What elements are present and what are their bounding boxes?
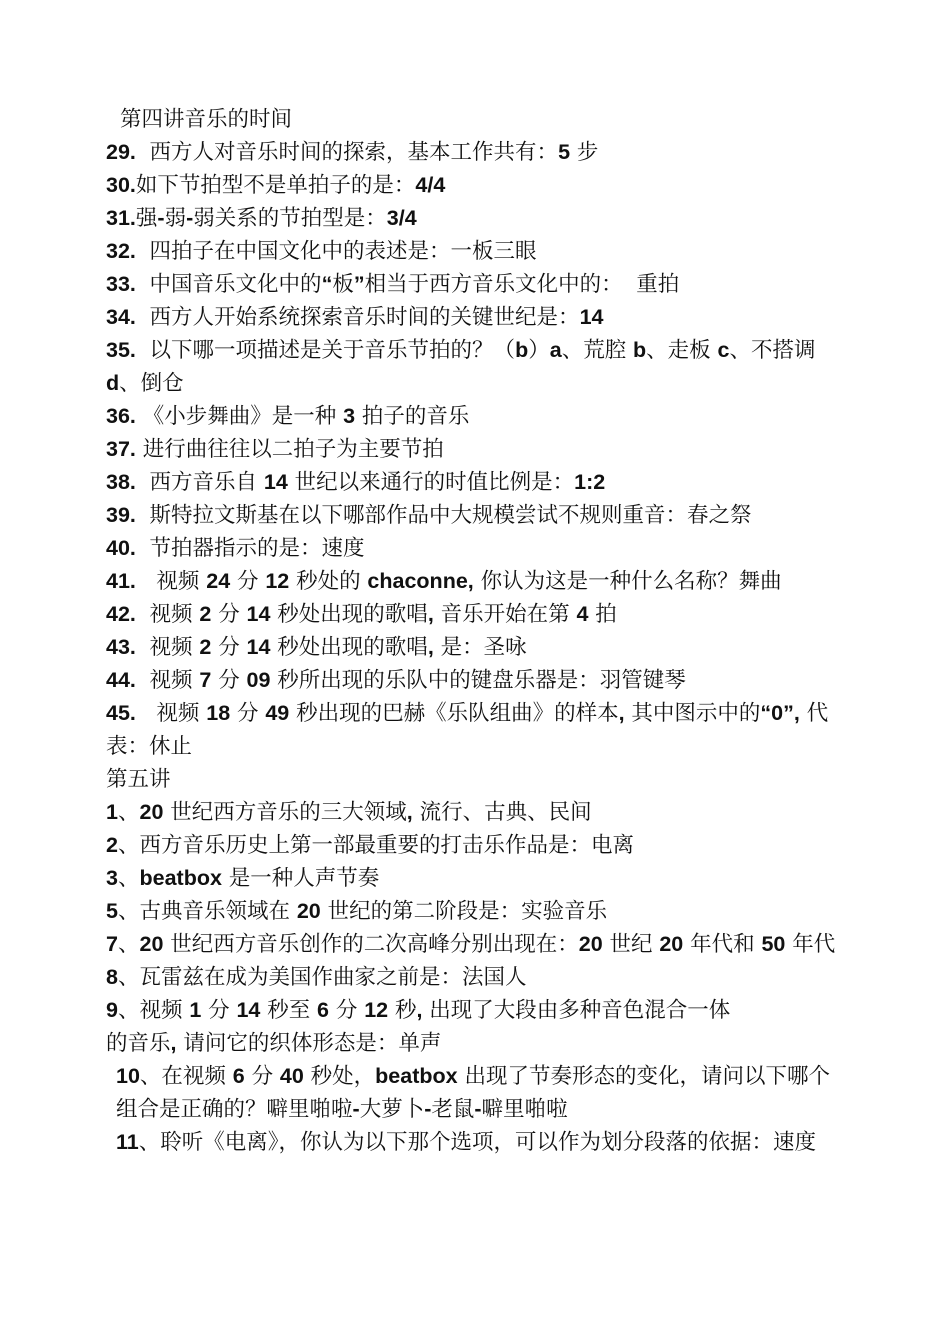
text-run: ,	[618, 701, 625, 725]
text-run: -	[352, 1097, 360, 1121]
text-run: 9	[106, 998, 118, 1022]
text-run: 39.	[106, 503, 136, 527]
text-run: 2	[199, 602, 212, 626]
text-run: 1	[106, 800, 118, 824]
text-line	[106, 1126, 850, 1159]
text-run: 20	[659, 932, 684, 956]
text-line	[106, 928, 850, 961]
text-run: ,	[406, 800, 413, 824]
text-run: 世纪的第二阶段是：实验音乐	[320, 899, 608, 924]
text-run: 秒	[388, 998, 417, 1023]
text-run: 、古典音乐领域在	[117, 899, 297, 924]
text-run: “	[321, 272, 333, 296]
text-line	[106, 202, 850, 235]
text-run: 29.	[106, 140, 136, 164]
text-run: 出现了大段由多种音色混合一体	[422, 998, 731, 1023]
text-run: 拍	[588, 602, 617, 627]
text-run: 拍子的音乐	[355, 404, 470, 429]
text-run: 请问它的织体形态是：单声	[176, 1031, 442, 1056]
text-run: 西方音乐自	[135, 470, 264, 495]
text-line	[106, 829, 850, 862]
text-run: 出现了节奏形态的变化，请问以下哪个组合是正确的？噼里啪啦	[116, 1064, 830, 1122]
text-run: 弱关系的节拍型是：	[193, 206, 387, 231]
text-run: 36.	[106, 404, 136, 428]
section-heading	[106, 103, 850, 136]
text-run: 以下哪一项描述是关于音乐节拍的？（	[135, 338, 516, 363]
text-line	[106, 961, 850, 994]
text-run: 30.	[106, 173, 136, 197]
text-run: a	[549, 338, 562, 362]
text-run: ,	[416, 998, 423, 1022]
text-run: 进行曲往往以二拍子为主要节拍	[135, 437, 444, 462]
text-run: ”	[353, 272, 365, 296]
text-run: 6	[232, 1064, 245, 1088]
text-run: 弱	[164, 206, 187, 231]
text-run: chaconne,	[367, 569, 474, 593]
text-run: 西方人开始系统探索音乐时间的关键世纪是：	[135, 305, 580, 330]
text-line	[106, 1060, 850, 1126]
text-run: 强	[135, 206, 158, 231]
text-run: 8	[106, 965, 118, 989]
text-run: 分	[230, 701, 266, 726]
text-run: 、瓦雷兹在成为美国作曲家之前是：法国人	[117, 965, 527, 990]
text-line	[106, 598, 850, 631]
text-run: 第四讲音乐的时间	[120, 107, 293, 132]
text-run: 42.	[106, 602, 136, 626]
text-run: 秒至	[260, 998, 318, 1023]
text-run: 41.	[106, 569, 136, 593]
text-run: 4/4	[415, 173, 446, 197]
text-line	[106, 697, 850, 763]
text-run: 如下节拍型不是单拍子的是：	[135, 173, 416, 198]
section-heading	[106, 763, 850, 796]
text-run: 秒处出现的歌唱	[270, 635, 428, 660]
text-run: 音乐开始在第	[433, 602, 577, 627]
text-run: 分	[230, 569, 266, 594]
text-line	[106, 499, 850, 532]
text-run: 14	[579, 305, 604, 329]
text-line	[106, 631, 850, 664]
text-run: 秒所出现的乐队中的键盘乐器是：羽管键琴	[270, 668, 686, 693]
text-run: 35.	[106, 338, 136, 362]
text-run: 视频	[135, 602, 200, 627]
text-run: ,	[427, 635, 434, 659]
text-run: 5	[558, 140, 571, 164]
text-run: 7	[106, 932, 118, 956]
text-run: 分	[201, 998, 237, 1023]
text-run: 40.	[106, 536, 136, 560]
text-run: 是一种人声节奏	[221, 866, 380, 891]
text-run: 大萝卜	[359, 1097, 425, 1122]
text-run: 代表：休止	[106, 701, 829, 759]
text-run: 第五讲	[106, 767, 171, 792]
text-run: 20	[139, 800, 164, 824]
text-run: 45.	[106, 701, 136, 725]
text-line	[106, 1027, 850, 1060]
text-run: d	[106, 371, 120, 395]
text-run: 的音乐	[106, 1031, 171, 1056]
text-run: 12	[265, 569, 290, 593]
text-run: 分	[244, 1064, 280, 1089]
text-line	[106, 664, 850, 697]
text-run: 老鼠	[431, 1097, 475, 1122]
text-run: 、倒仓	[119, 371, 184, 396]
text-line	[106, 334, 850, 400]
text-run: 其中图示中的	[624, 701, 761, 726]
text-run: -	[157, 206, 165, 230]
text-run: 世纪西方音乐的三大领域	[163, 800, 407, 825]
text-run: 、	[117, 866, 140, 891]
text-run: 分	[329, 998, 365, 1023]
text-run: 分	[211, 635, 247, 660]
text-run: 2	[199, 635, 212, 659]
text-run: 3	[343, 404, 356, 428]
text-run: 、	[117, 932, 140, 957]
text-run: 3/4	[386, 206, 417, 230]
text-run: c	[717, 338, 730, 362]
text-run: 斯特拉文斯基在以下哪部作品中大规模尝试不规则重音：春之祭	[135, 503, 752, 528]
text-run: 节拍器指示的是：速度	[135, 536, 365, 561]
text-line	[106, 136, 850, 169]
text-run: 《小步舞曲》是一种	[135, 404, 344, 429]
text-run: 44.	[106, 668, 136, 692]
text-run: 38.	[106, 470, 136, 494]
text-line	[106, 235, 850, 268]
text-line	[106, 895, 850, 928]
text-run: 板	[332, 272, 354, 297]
text-run: 世纪	[602, 932, 660, 957]
text-line	[106, 565, 850, 598]
text-run: 、荒腔	[561, 338, 634, 363]
text-run: beatbox	[139, 866, 222, 890]
text-run: 秒处的	[289, 569, 368, 594]
text-line	[106, 400, 850, 433]
text-run: ,	[427, 602, 434, 626]
text-run: 噼里啪啦	[481, 1097, 568, 1122]
text-line	[106, 433, 850, 466]
text-run: 分	[211, 668, 247, 693]
text-run: 1	[189, 998, 202, 1022]
text-run: 7	[199, 668, 212, 692]
text-run: 步	[570, 140, 599, 165]
text-run: 50	[761, 932, 786, 956]
text-run: 20	[139, 932, 164, 956]
text-run: 20	[296, 899, 321, 923]
text-run: 、视频	[117, 998, 190, 1023]
text-run: 14	[246, 602, 271, 626]
text-line	[106, 532, 850, 565]
text-run: 6	[317, 998, 330, 1022]
text-line	[106, 169, 850, 202]
text-run: 34.	[106, 305, 136, 329]
text-run: 10	[116, 1064, 140, 1088]
text-run: 视频	[135, 668, 200, 693]
text-run: -	[424, 1097, 432, 1121]
text-run: 14	[263, 470, 288, 494]
text-run: 5	[106, 899, 118, 923]
text-run: 四拍子在中国文化中的表述是：一板三眼	[135, 239, 537, 264]
text-line	[106, 862, 850, 895]
text-run: “0”,	[760, 701, 800, 725]
text-run: 视频	[135, 701, 207, 726]
text-run: 、聆听《电离》，你认为以下那个选项，可以作为划分段落的依据：速度	[138, 1130, 816, 1155]
text-run: ,	[170, 1031, 177, 1055]
text-run: 09	[246, 668, 271, 692]
text-run: 18	[206, 701, 231, 725]
text-run: b	[633, 338, 647, 362]
text-run: 秒处，	[303, 1064, 376, 1089]
text-run: 、在视频	[139, 1064, 233, 1089]
text-run: b	[515, 338, 529, 362]
text-run: 12	[364, 998, 389, 1022]
text-line	[106, 301, 850, 334]
text-run: 43.	[106, 635, 136, 659]
text-run: 11	[116, 1130, 139, 1154]
text-run: 视频	[135, 635, 200, 660]
text-run: 2	[106, 833, 118, 857]
text-run: 1:2	[574, 470, 606, 494]
text-run: 世纪西方音乐创作的二次高峰分别出现在：	[163, 932, 579, 957]
text-run: 秒出现的巴赫《乐队组曲》的样本	[289, 701, 619, 726]
text-run: 流行、古典、民间	[412, 800, 592, 825]
text-run: 14	[246, 635, 271, 659]
text-run: 、走板	[646, 338, 718, 363]
text-run: -	[186, 206, 194, 230]
text-run: 秒处出现的歌唱	[270, 602, 428, 627]
text-run: 、不搭调	[729, 338, 823, 363]
text-run: 31.	[106, 206, 136, 230]
text-run: 49	[265, 701, 290, 725]
text-run: 年代和	[683, 932, 762, 957]
text-line	[106, 466, 850, 499]
text-run: -	[474, 1097, 482, 1121]
document-body	[106, 103, 850, 1159]
text-run: 32.	[106, 239, 136, 263]
text-run: 分	[211, 602, 247, 627]
text-run: 年代	[785, 932, 836, 957]
text-line	[106, 796, 850, 829]
text-run: ）	[528, 338, 550, 363]
text-run: 视频	[135, 569, 207, 594]
text-run: beatbox	[375, 1064, 458, 1088]
text-run: 西方人对音乐时间的探索，基本工作共有：	[135, 140, 559, 165]
text-run: 4	[576, 602, 589, 626]
text-run: 中国音乐文化中的	[135, 272, 322, 297]
text-run: 14	[236, 998, 261, 1022]
text-run: 33.	[106, 272, 136, 296]
text-run: 是：圣咏	[433, 635, 527, 660]
text-run: 37.	[106, 437, 136, 461]
text-run: 相当于西方音乐文化中的： 重拍	[364, 272, 680, 297]
text-line	[106, 994, 850, 1027]
text-run: 、西方音乐历史上第一部最重要的打击乐作品是：电离	[117, 833, 634, 858]
text-run: 、	[117, 800, 140, 825]
text-run: 3	[106, 866, 118, 890]
text-run: 你认为这是一种什么名称？舞曲	[473, 569, 782, 594]
text-run: 世纪以来通行的时值比例是：	[287, 470, 575, 495]
text-run: 20	[578, 932, 603, 956]
text-run: 24	[206, 569, 231, 593]
text-run: 40	[279, 1064, 304, 1088]
text-line	[106, 268, 850, 301]
